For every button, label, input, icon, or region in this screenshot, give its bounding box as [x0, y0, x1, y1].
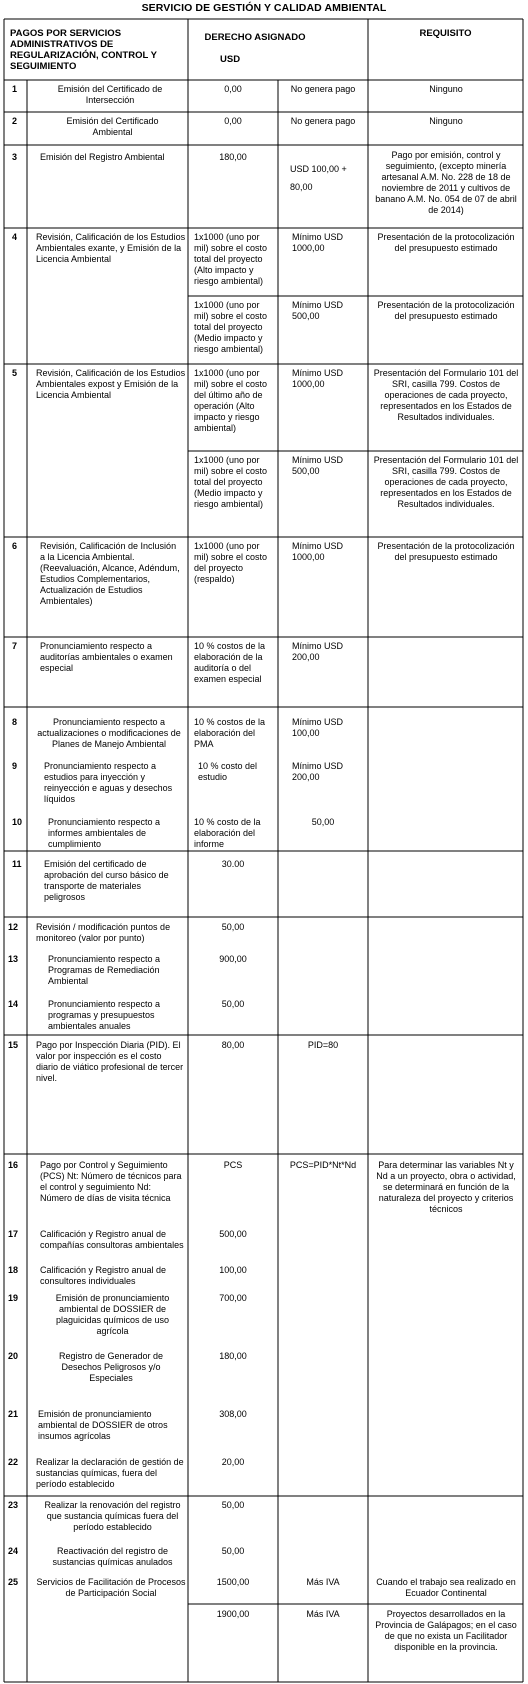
row-amount: 100,00: [219, 1265, 247, 1275]
row-description: Calificación y Registro anual de consultores individuales: [40, 1265, 167, 1286]
row-amount: 0,00: [224, 116, 242, 126]
row-description: Emisión de pronunciamiento ambiental de DOSSIER de plaguicidas químicos de uso agrícola: [55, 1293, 170, 1336]
row-description: Pronunciamiento respecto a Programas de Remediación Ambiental: [48, 954, 161, 986]
row-formula: Mínimo USD 200,00: [292, 641, 344, 662]
row-formula: Más IVA: [306, 1577, 340, 1587]
row-description: Pronunciamiento respecto a estudios para inyección y reinyección e aguas y desechos líquidos: [44, 761, 173, 804]
row-amount: 30.00: [221, 859, 245, 869]
row-requirement: Presentación de la protocolización del presupuesto estimado: [377, 232, 515, 253]
row-formula: Mínimo USD 200,00: [292, 761, 344, 782]
row-description: Emisión del Certificado de Intersección: [57, 84, 163, 105]
row-formula: Mínimo USD 1000,00: [292, 368, 344, 389]
row-formula: Mínimo USD 1000,00: [292, 541, 344, 562]
row-amount: 10 % costos de la elaboración de la auditoría o del examen especial: [194, 641, 266, 684]
row-amount: 1500,00: [216, 1577, 250, 1587]
row-amount: 10 % costo de la elaboración del informe: [194, 817, 261, 849]
row-requirement: Presentación de la protocolización del presupuesto estimado: [377, 541, 515, 562]
row-amount: 50,00: [221, 1500, 245, 1510]
row-amount: 80,00: [221, 1040, 245, 1050]
row-amount: 180,00: [219, 152, 247, 162]
row-requirement: Presentación del Formulario 101 del SRI, casilla 799. Costos de operaciones de cada proyecto, representados en los Estados de Resultados individuales.: [373, 368, 519, 422]
row-number: 21: [8, 1409, 19, 1419]
row-number: 25: [8, 1577, 19, 1587]
page-title: SERVICIO DE GESTIÓN Y CALIDAD AMBIENTAL: [141, 2, 387, 14]
row-number: 1: [12, 84, 18, 94]
row-amount: 20,00: [221, 1457, 245, 1467]
row-amount: 1x1000 (uno por mil) sobre el costo total del proyecto (Alto impacto y riesgo ambiental): [194, 232, 268, 286]
row-formula: No genera pago: [290, 84, 356, 94]
row-requirement: Pago por emisión, control y seguimiento, (excepto minería artesanal A.M. No. 228 de 18 de noviembre de 2011 y cultivos de banano A.M. No. 054 de 07 de abril de 2014): [375, 150, 517, 215]
row-description: Revisión, Calificación de los Estudios Ambientales exante, y Emisión de la Licencia Ambiental: [36, 232, 186, 264]
row-number: 22: [8, 1457, 19, 1467]
header-requisito: REQUISITO: [419, 28, 472, 39]
row-number: 3: [12, 152, 18, 162]
row-description: Servicios de Facilitación de Procesos de Participación Social: [36, 1577, 186, 1598]
row-amount: 50,00: [221, 922, 245, 932]
row-formula: Mínimo USD 500,00: [292, 300, 344, 321]
row-formula: 50,00: [311, 817, 335, 827]
row-amount: 10 % costo del estudio: [198, 761, 258, 782]
row-number: 8: [12, 717, 18, 727]
row-amount: PCS: [223, 1160, 243, 1170]
row-requirement: Presentación del Formulario 101 del SRI, casilla 799. Costos de operaciones de cada proyecto, representados en los Estados de Resultados individuales.: [373, 455, 519, 509]
header-usd: USD: [220, 54, 241, 65]
row-number: 19: [8, 1293, 19, 1303]
row-number: 9: [12, 761, 18, 771]
row-formula: No genera pago: [290, 116, 356, 126]
row-description: Pronunciamiento respecto a auditorías ambientales o examen especial: [40, 641, 173, 673]
header-pagos: PAGOS POR SERVICIOS ADMINISTRATIVOS DE REGULARIZACIÓN, CONTROL Y SEGUIMIENTO: [10, 28, 157, 72]
row-amount: 308,00: [219, 1409, 247, 1419]
row-description: Realizar la declaración de gestión de sustancias químicas, fuera del período establecido: [36, 1457, 184, 1489]
row-number: 2: [12, 116, 18, 126]
row-description: Pronunciamiento respecto a informes ambientales de cumplimiento: [48, 817, 161, 849]
row-requirement: Ninguno: [429, 84, 463, 94]
row-formula: PID=80: [307, 1040, 339, 1050]
row-description: Emisión del Registro Ambiental: [40, 152, 165, 162]
row-description: Reactivación del registro de sustancias químicas anulados: [52, 1546, 173, 1567]
row-amount: 700,00: [219, 1293, 247, 1303]
row-description: Revisión, Calificación de los Estudios Ambientales expost y Emisión de la Licencia Ambiental: [36, 368, 186, 400]
row-number: 7: [12, 641, 18, 651]
row-amount: 0,00: [224, 84, 242, 94]
row-amount: 1900,00: [216, 1609, 250, 1619]
row-requirement: Presentación de la protocolización del presupuesto estimado: [377, 300, 515, 321]
row-number: 14: [8, 999, 19, 1009]
row-description: Emisión de pronunciamiento ambiental de DOSSIER de otros insumos agrícolas: [38, 1409, 168, 1441]
row-number: 23: [8, 1500, 19, 1510]
row-number: 13: [8, 954, 19, 964]
row-formula: PCS=PID*Nt*Nd: [289, 1160, 357, 1170]
row-description: Realizar la renovación del registro que sustancia químicas fuera del período establecido: [44, 1500, 181, 1532]
row-number: 12: [8, 922, 19, 932]
row-amount: 1x1000 (uno por mil) sobre el costo total del proyecto (Medio impacto y riesgo ambiental): [194, 300, 268, 354]
row-number: 16: [8, 1160, 19, 1170]
row-number: 5: [12, 368, 18, 378]
row-number: 17: [8, 1229, 19, 1239]
row-description: Revisión, Calificación de Inclusión a la Licencia Ambiental. (Reevaluación, Alcance, Adéndum, Estudios Complementarios, Actualización de Estudios Ambientales): [40, 541, 180, 606]
row-amount: 180,00: [219, 1351, 247, 1361]
row-requirement: Proyectos desarrollados en la Provincia de Galápagos; en el caso de que no exista un Facilitador disponible en la provincia.: [375, 1609, 517, 1652]
row-amount: 1x1000 (uno por mil) sobre el costo del proyecto (respaldo): [194, 541, 268, 584]
row-amount: 500,00: [219, 1229, 247, 1239]
row-description: Pago por Inspección Diaria (PID). El valor por inspección es el costo diario de viático profesional de tercer nivel.: [36, 1040, 184, 1083]
row-amount: 1x1000 (uno por mil) sobre el costo total del proyecto (Medio impacto y riesgo ambiental): [194, 455, 268, 509]
row-amount: 50,00: [221, 999, 245, 1009]
row-description: Pronunciamiento respecto a actualizaciones o modificaciones de Planes de Manejo Ambiental: [37, 717, 181, 749]
row-amount: 1x1000 (uno por mil) sobre el costo del último año de operación (Alto impacto y riesgo ambiental): [194, 368, 268, 433]
header-derecho: DERECHO ASIGNADO: [204, 32, 306, 43]
row-amount: 50,00: [221, 1546, 245, 1556]
row-description: Calificación y Registro anual de compañías consultoras ambientales: [40, 1229, 184, 1250]
row-number: 6: [12, 541, 18, 551]
row-number: 15: [8, 1040, 19, 1050]
row-number: 4: [12, 232, 18, 242]
row-requirement: Ninguno: [429, 116, 463, 126]
row-formula: Mínimo USD 500,00: [292, 455, 344, 476]
row-number: 24: [8, 1546, 19, 1556]
row-formula: Mínimo USD 100,00: [292, 717, 344, 738]
row-description: Emisión del Certificado Ambiental: [66, 116, 159, 137]
row-description: Revisión / modificación puntos de monitoreo (valor por punto): [36, 922, 171, 943]
row-requirement: Cuando el trabajo sea realizado en Ecuador Continental: [376, 1577, 516, 1598]
row-description: Registro de Generador de Desechos Peligrosos y/o Especiales: [58, 1351, 164, 1383]
row-number: 18: [8, 1265, 19, 1275]
row-formula: USD 100,00 + 80,00: [290, 164, 347, 192]
row-description: Emisión del certificado de aprobación del curso básico de transporte de materiales peligrosos: [44, 859, 169, 902]
row-description: Pronunciamiento respecto a programas y presupuestos ambientales anuales: [48, 999, 161, 1031]
row-formula: Más IVA: [306, 1609, 340, 1619]
row-formula: Mínimo USD 1000,00: [292, 232, 344, 253]
row-amount: 10 % costos de la elaboración del PMA: [194, 717, 266, 749]
row-requirement: Para determinar las variables Nt y Nd a un proyecto, obra o actividad, se determinará en función de la naturaleza del proyecto y criterios técnicos: [376, 1160, 516, 1214]
row-description: Pago por Control y Seguimiento (PCS) Nt: Número de técnicos para el control y seguimiento Nd: Número de días de visita técnica: [40, 1160, 182, 1203]
row-amount: 900,00: [219, 954, 247, 964]
row-number: 10: [12, 817, 23, 827]
row-number: 20: [8, 1351, 19, 1361]
row-number: 11: [12, 859, 22, 869]
